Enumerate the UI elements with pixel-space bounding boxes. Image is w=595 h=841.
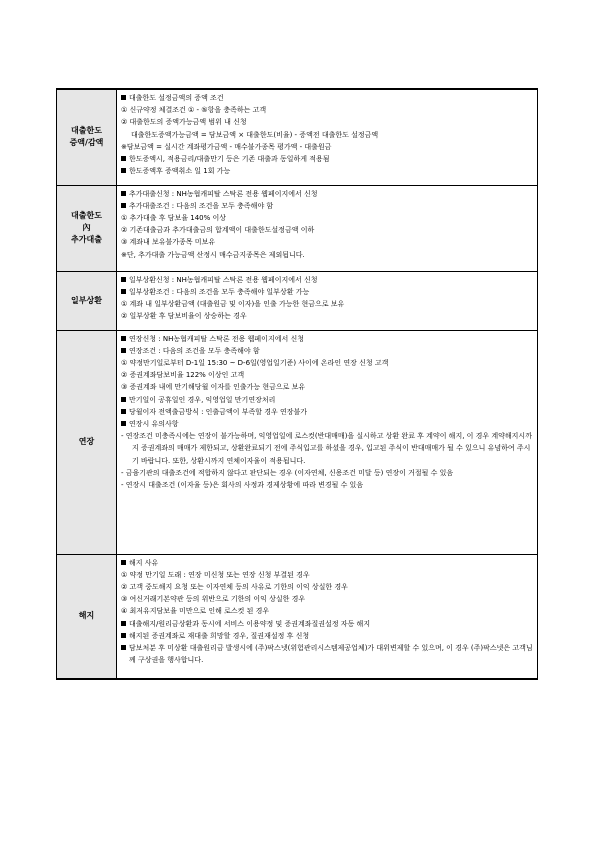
content-line [121,236,534,248]
line-text: 담보처분 후 미상환 대출원리금 발생시에 (주)팍스넷(위험관리시스템제공업체)가 대위변제할 수 있으며, 이 경우 (주)팍스넷은 고객님께 구상권을 행사합니다. [129,643,533,665]
content-line [121,104,534,116]
line-text: 당월이자 전액출금방식 : 인출금액이 부족할 경우 연장불가 [129,407,307,416]
square-bullet-icon [121,203,126,208]
row-label-cell [57,185,117,271]
content-line [121,224,534,236]
line-text: 해지된 증권계좌로 재대출 희망할 경우, 질권재설정 후 신청 [129,631,310,640]
content-line [121,418,534,430]
content-line [121,188,534,200]
square-bullet-icon [121,191,126,196]
line-text: ① 신규약정 체결조건 ① - ⑤항을 충족하는 고객 [121,106,267,115]
row-content-cell [117,89,538,185]
line-text: 추가대출신청 : NH농협캐피탈 스탁론 전용 웹페이지에서 신청 [129,189,318,198]
line-text: 대출한도 설정금액의 증액 조건 [129,94,224,102]
line-text: ① 계좌 내 일부상환금액 (대출원금 및 이자)을 인출 가능한 현금으로 보유 [121,299,345,308]
line-text: 해지 사유 [129,558,159,567]
row-content-cell [117,330,538,554]
line-text: ④ 최저유지담보율 미만으로 인해 로스컷 된 경우 [121,607,270,616]
line-text: ① 약정 만기일 도래 : 연장 미신청 또는 연장 신청 부결된 경우 [121,570,310,579]
content-line [121,141,534,153]
square-bullet-icon [121,409,126,414]
content-line [121,310,534,322]
square-bullet-icon [121,168,126,173]
row-label-cell [57,271,117,330]
content-line [121,394,534,406]
content-line [121,630,534,642]
square-bullet-icon [121,289,126,294]
content-line [121,642,534,666]
square-bullet-icon [121,397,126,402]
content-line [121,593,534,605]
row-label: 일부상환 [71,295,102,305]
line-text: 만기일이 공휴일인 경우, 익영업일 만기연장처리 [129,395,276,404]
content-line [121,479,534,491]
square-bullet-icon [121,645,126,650]
line-text: ② 고객 중도해지 요청 또는 이자연체 등의 사유로 기한의 이익 상실한 경우 [121,582,348,591]
row-label: 해지 [78,611,95,621]
square-bullet-icon [121,633,126,638]
square-bullet-icon [121,156,126,161]
content-line [121,618,534,630]
row-label-cell [57,330,117,554]
row-label: 연장 [78,437,95,446]
row-content-cell [117,554,538,679]
content-line [121,116,534,128]
line-text: ② 일부상환 후 담보비율이 상승하는 경우 [121,312,247,321]
line-text: 연장조건 : 다음의 조건을 모두 충족해야 함 [129,346,260,355]
table-row [57,554,538,679]
line-text: ② 대출한도의 증액가능금액 범위 내 신청 [121,118,247,127]
square-bullet-icon [121,621,126,626]
table-row [57,89,538,185]
line-text: 한도증액시, 적용금리/대출만기 등은 기존 대출과 동일하게 적용됨 [129,155,330,164]
content-line [121,605,534,617]
content-line [121,345,534,357]
content-line [121,129,534,141]
content-line [121,165,534,177]
line-text: 연장신청 : NH농협캐피탈 스탁론 전용 웹페이지에서 신청 [129,334,304,343]
line-text: ③ 증권계좌 내에 만기해당월 이자를 인출가능 현금으로 보유 [121,383,306,392]
line-text: ① 약정만기일로부터 D-1일 15:30 ~ D-6일(영업일기준) 사이에 온라인 연장 신청 고객 [121,358,389,367]
content-line [121,92,534,104]
row-content-cell [117,271,538,330]
line-text: - 연장시 대출조건 (이자율 등)은 회사의 사정과 경제상황에 따라 변경될 수 있음 [121,480,364,489]
content-line [121,212,534,224]
table-row [57,271,538,330]
content-line [121,333,534,345]
table-row [57,185,538,271]
line-text: ① 추가대출 후 담보율 140% 이상 [121,213,227,222]
line-text: ② 증권계좌담보비율 122% 이상인 고객 [121,371,245,380]
line-text: 일부상환신청 : NH농협캐피탈 스탁론 전용 웹페이지에서 신청 [129,275,318,284]
line-text: 대출해지/원리금상환과 동시에 서비스 이용약정 및 증권계좌질권설정 자동 해지 [129,619,371,628]
row-label: 대출한도 증액/감액 [69,126,104,148]
content-line [121,381,534,393]
content-line [121,406,534,418]
row-label-cell [57,89,117,185]
content-line [121,581,534,593]
square-bullet-icon [121,421,126,426]
content-line [121,286,534,298]
content-line [121,467,534,479]
content-line [121,200,534,212]
square-bullet-icon [121,336,126,341]
square-bullet-icon [121,277,126,282]
content-line [121,153,534,165]
line-text: ③ 계좌내 보유불가종목 미보유 [121,238,216,247]
line-text: 대출한도증액가능금액 = 담보금액 × 대출한도(비율) - 증액전 대출한도 설정금액 [131,130,379,139]
line-text: 연장시 유의사항 [129,419,179,428]
line-text: ※담보금액 = 실시간 계좌평가금액 - 매수불가종목 평가액 - 대출원금 [121,142,332,151]
content-line [121,249,534,261]
row-content-cell [117,185,538,271]
content-line [121,557,534,569]
line-text: 추가대출조건 : 다음의 조건을 모두 충족해야 함 [129,201,274,210]
line-text: - 연장조건 미충족시에는 연장이 불가능하며, 익영업일에 로스컷(반대매매)을 실시하고 상환 완료 후 계약이 해지, 이 경우 계약해지시까지 증권계좌의 매매가 제한되고, 상환완료되기 전에 주식입고를 하셨을 경우, 입고된 주식이 반대매매가 될 수 있으니 유념하여 주시기 바랍니다. 또한, 상환시까지 연체이자율이 적용됩니다. [121,432,532,465]
content-line [121,569,534,581]
content-line [121,298,534,310]
content-line [121,274,534,286]
line-text: - 금융기관의 대출조건에 적합하지 않다고 판단되는 경우 (이자연체, 신용조건 미달 등) 연장이 거절될 수 있음 [121,468,454,477]
line-text: ※단, 추가대출 가능금액 산정시 매수금지종목은 제외됩니다. [121,250,305,259]
table-row [57,330,538,554]
square-bullet-icon [121,348,126,353]
terms-table [56,88,538,680]
line-text: 일부상환조건 : 다음의 조건을 모두 충족해야 일부상환 가능 [129,287,310,296]
terms-table-body [57,89,538,679]
row-label-cell [57,554,117,679]
line-text: ② 기존대출금과 추가대출금의 합계액이 대출한도설정금액 이하 [121,226,315,235]
row-label: 대출한도 內 추가대출 [71,211,102,244]
content-line [121,369,534,381]
line-text: ③ 여신거래기본약관 등의 위반으로 기한의 이익 상실한 경우 [121,595,306,604]
line-text: 한도증액후 증액취소 일 1회 가능 [129,167,231,176]
content-line [121,430,534,467]
content-line [121,357,534,369]
square-bullet-icon [121,560,126,565]
square-bullet-icon [121,95,126,100]
